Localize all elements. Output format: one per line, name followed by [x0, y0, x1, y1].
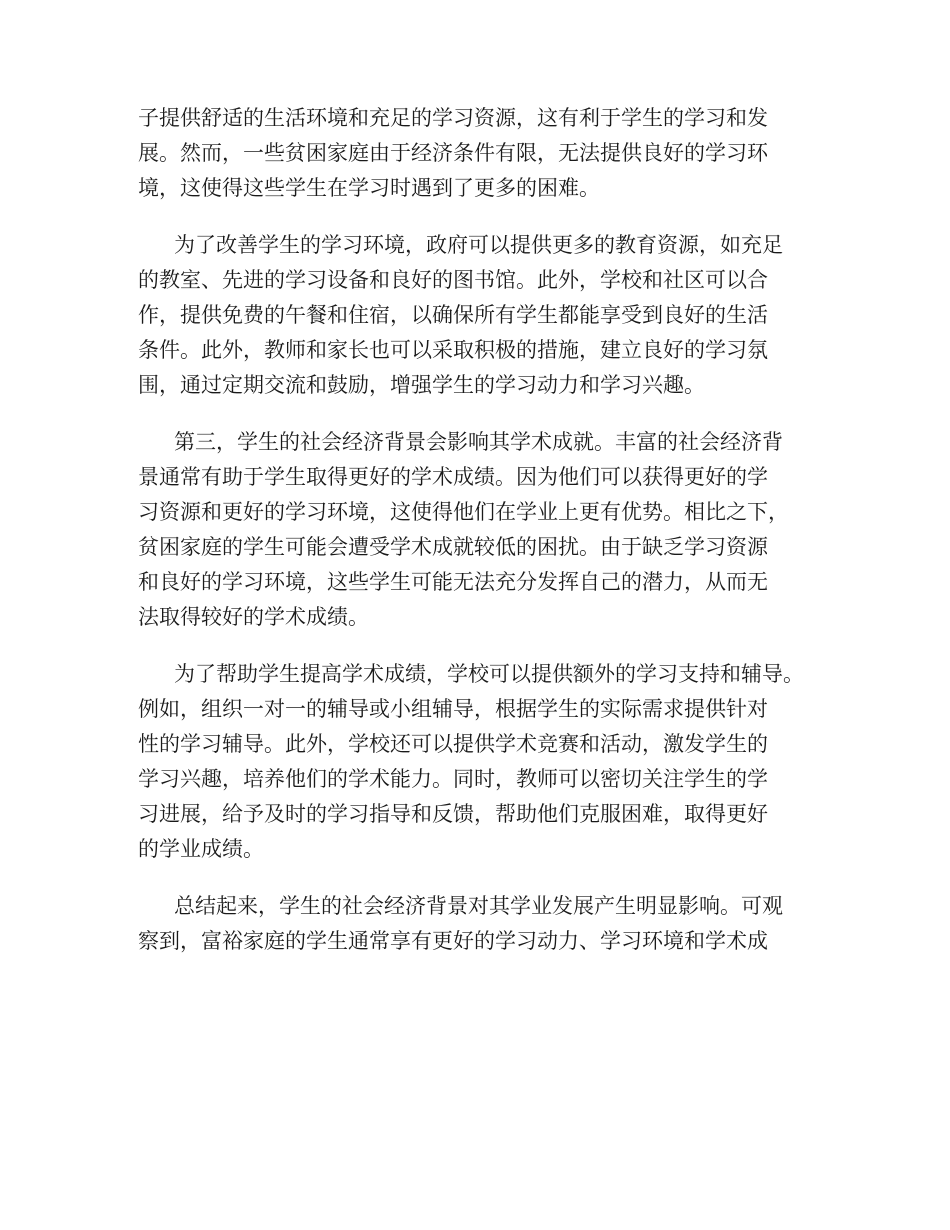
paragraph-3: [138, 425, 818, 635]
paragraph-line: 学习兴趣，培养他们的学术能力。同时，教师可以密切关注学生的学: [138, 767, 768, 791]
paragraph-line: 作，提供免费的午餐和住宿，以确保所有学生都能享受到良好的生活: [138, 303, 768, 327]
paragraph-4: [138, 657, 818, 867]
paragraph-line: 的学业成绩。: [138, 837, 264, 861]
paragraph-2: [138, 228, 818, 403]
paragraph-5: [138, 889, 818, 959]
paragraph-line: 子提供舒适的生活环境和充足的学习资源，这有利于学生的学习和发: [138, 106, 768, 130]
paragraph-line: 察到，富裕家庭的学生通常享有更好的学习动力、学习环境和学术成: [138, 929, 768, 953]
paragraph-line: 展。然而，一些贫困家庭由于经济条件有限，无法提供良好的学习环: [138, 141, 768, 165]
paragraph-line: 为了改善学生的学习环境，政府可以提供更多的教育资源，如充足: [174, 233, 783, 257]
paragraph-line: 景通常有助于学生取得更好的学术成绩。因为他们可以获得更好的学: [138, 465, 768, 489]
paragraph-line: 境，这使得这些学生在学习时遇到了更多的困难。: [138, 176, 600, 200]
paragraph-line: 法取得较好的学术成绩。: [138, 605, 369, 629]
paragraph-line: 习进展，给予及时的学习指导和反馈，帮助他们克服困难，取得更好: [138, 802, 768, 826]
paragraph-line: 习资源和更好的学习环境，这使得他们在学业上更有优势。相比之下，: [138, 500, 789, 524]
paragraph-line: 围，通过定期交流和鼓励，增强学生的学习动力和学习兴趣。: [138, 373, 705, 397]
paragraph-line: 条件。此外，教师和家长也可以采取积极的措施，建立良好的学习氛: [138, 338, 768, 362]
paragraph-1: [138, 101, 818, 206]
paragraph-line: 和良好的学习环境，这些学生可能无法充分发挥自己的潜力，从而无: [138, 570, 768, 594]
paragraph-line: 贫困家庭的学生可能会遭受学术成就较低的困扰。由于缺乏学习资源: [138, 535, 768, 559]
paragraph-line: 的教室、先进的学习设备和良好的图书馆。此外，学校和社区可以合: [138, 268, 768, 292]
document-body: [138, 101, 818, 981]
paragraph-line: 第三，学生的社会经济背景会影响其学术成就。丰富的社会经济背: [174, 430, 783, 454]
paragraph-line: 性的学习辅导。此外，学校还可以提供学术竞赛和活动，激发学生的: [138, 732, 768, 756]
paragraph-line: 例如，组织一对一的辅导或小组辅导，根据学生的实际需求提供针对: [138, 697, 768, 721]
paragraph-line: 为了帮助学生提高学术成绩，学校可以提供额外的学习支持和辅导。: [174, 662, 804, 686]
paragraph-line: 总结起来，学生的社会经济背景对其学业发展产生明显影响。可观: [174, 894, 783, 918]
